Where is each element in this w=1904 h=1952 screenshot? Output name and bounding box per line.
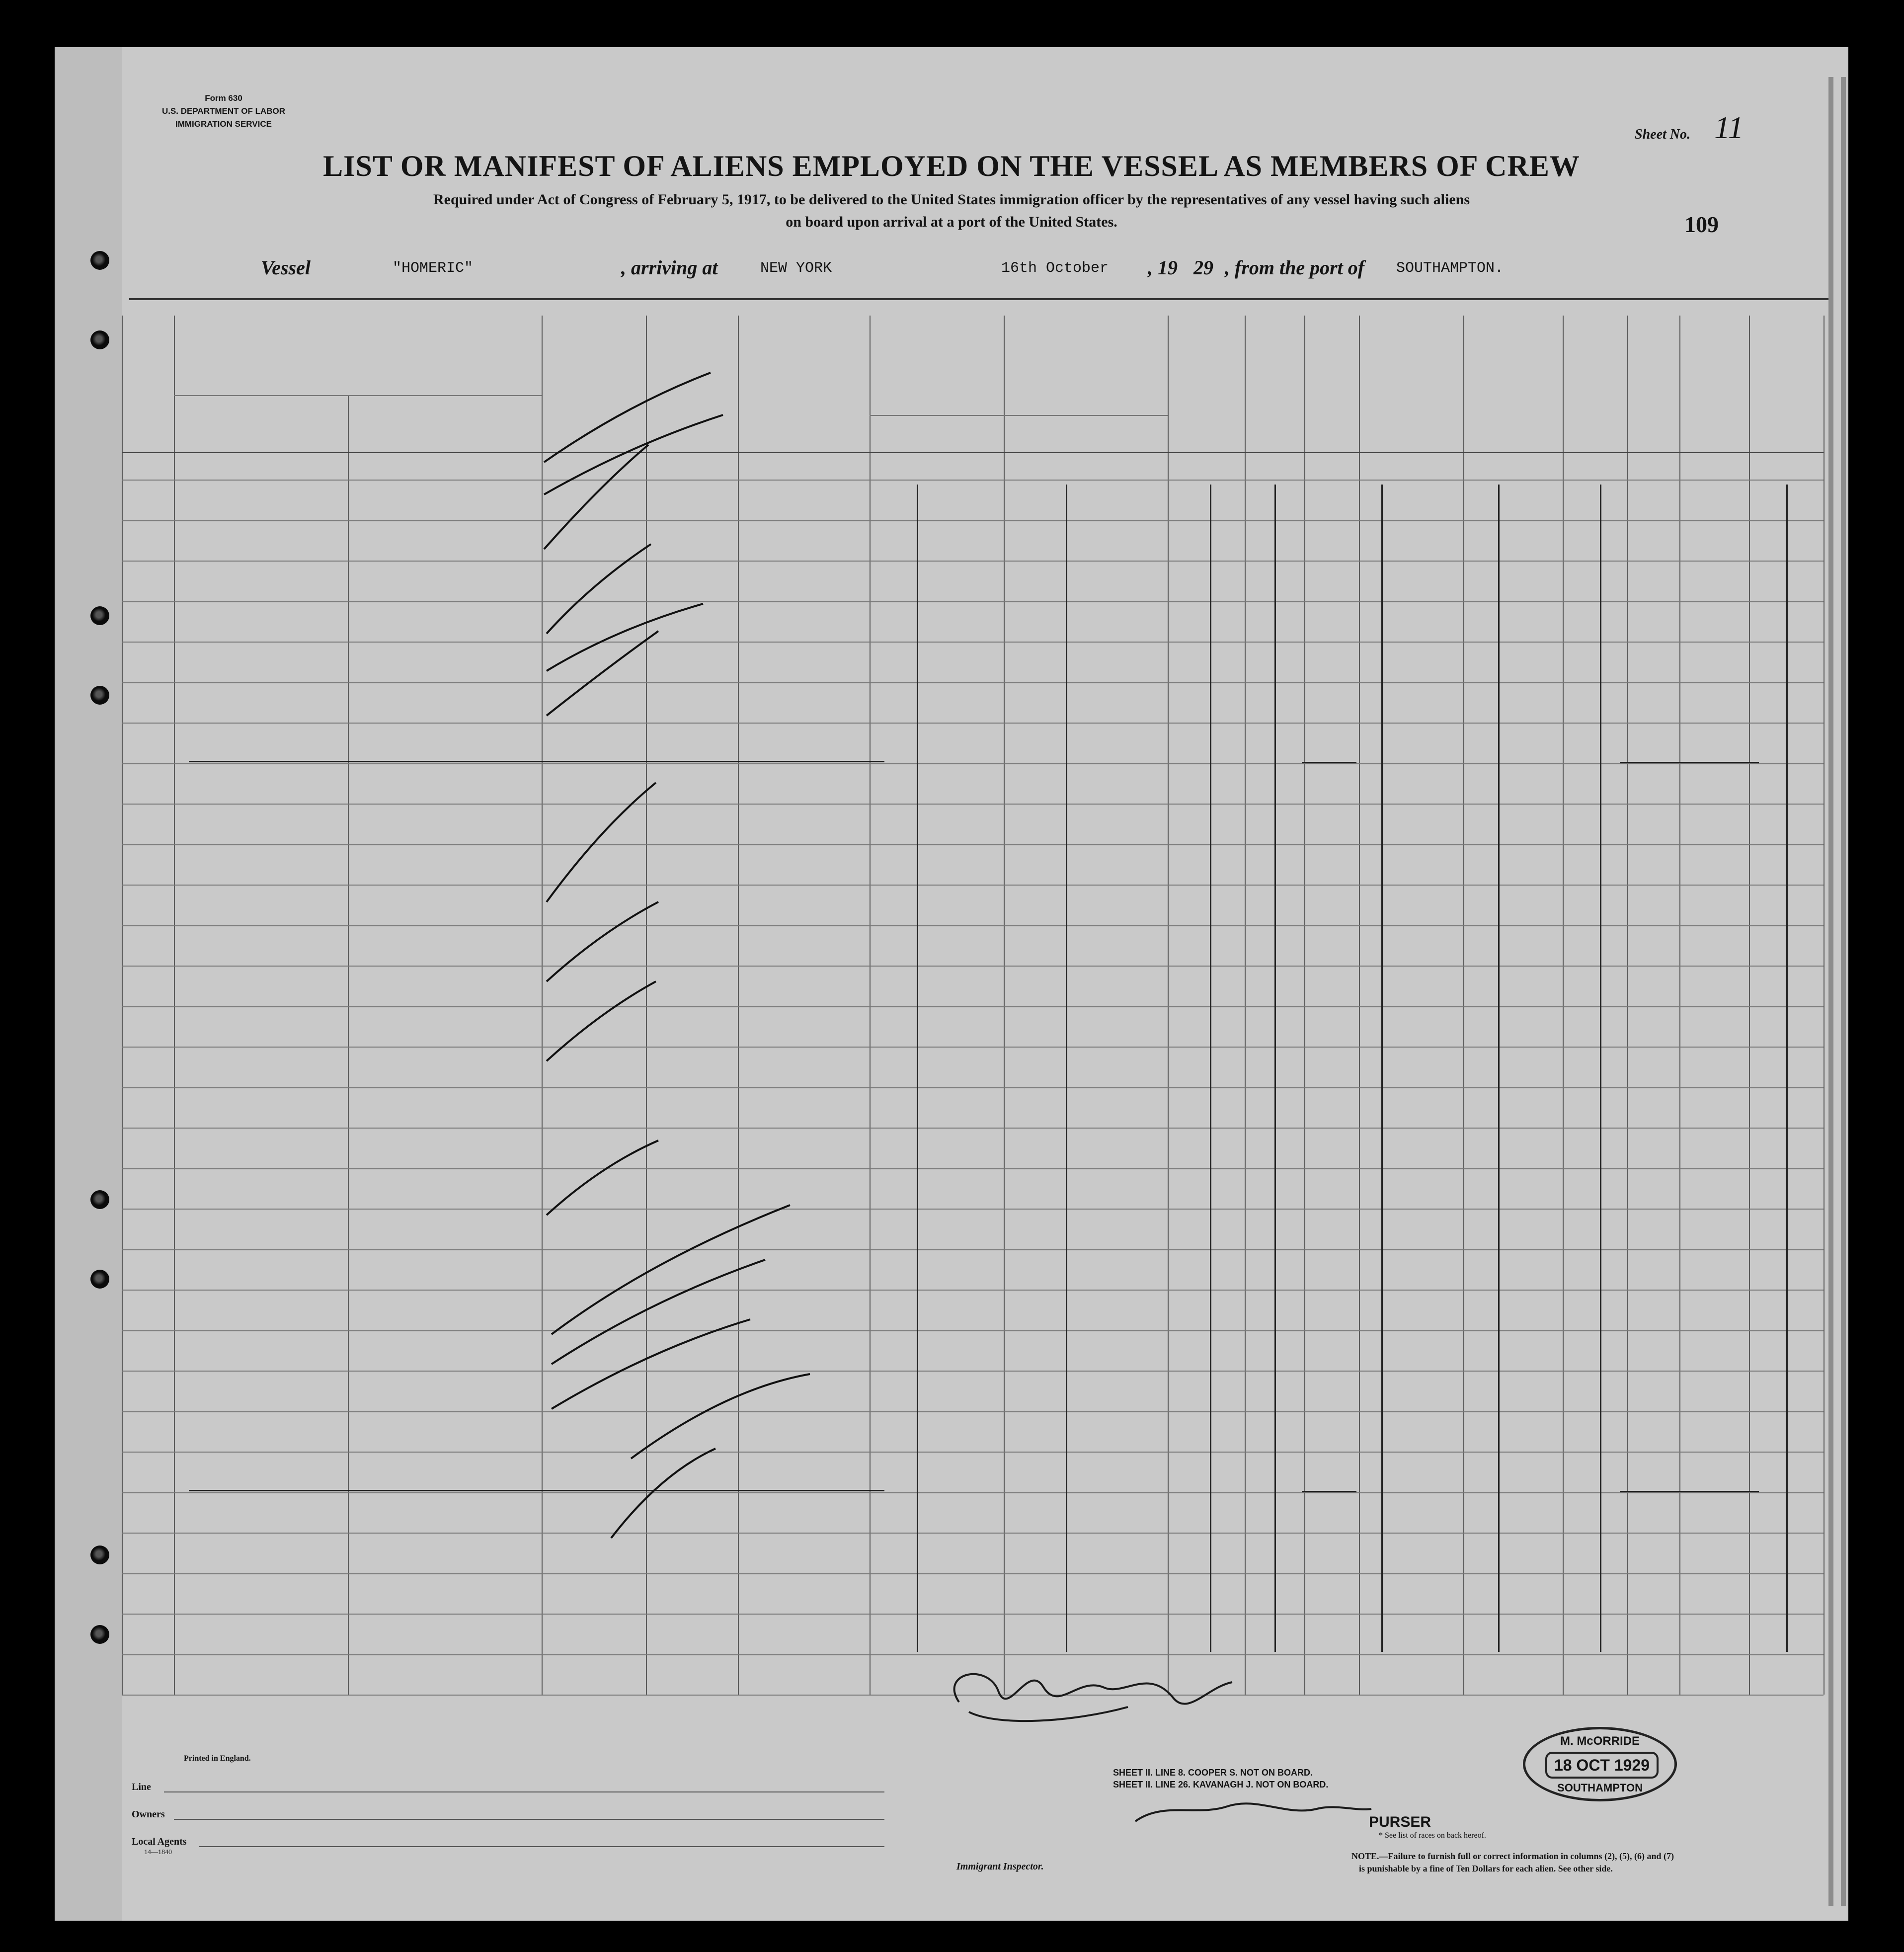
fine-note-2: is punishable by a fine of Ten Dollars for each alien. See other side.	[1359, 1864, 1613, 1873]
annotations-layer	[55, 47, 1848, 1921]
races-note: * See list of races on back hereof.	[1379, 1831, 1486, 1840]
date-stamp-date: 18 OCT 1929	[1545, 1752, 1659, 1779]
manifest-sheet	[55, 47, 1848, 1921]
fine-note: NOTE.—Failure to furnish full or correct information in columns (2), (5), (6) and (7)	[1351, 1851, 1674, 1861]
pen-slash-mark	[552, 1319, 750, 1409]
year-prefix: , 19	[1148, 256, 1178, 279]
form-number: Form 630	[205, 93, 242, 103]
agents-label: Local Agents	[132, 1836, 187, 1847]
purser-signature	[1135, 1803, 1371, 1821]
departure-port: SOUTHAMPTON.	[1396, 260, 1504, 277]
pen-slash-mark	[547, 604, 703, 671]
arrival-date: 16th October	[1001, 260, 1109, 277]
owners-label: Owners	[132, 1809, 165, 1820]
arrival-year: 29	[1193, 256, 1213, 279]
pen-slash-mark	[547, 783, 656, 902]
stamp-note-line8: SHEET II. LINE 8. COOPER S. NOT ON BOARD.	[1113, 1768, 1313, 1778]
owners-rule	[174, 1819, 884, 1820]
form-code: 14—1840	[144, 1849, 172, 1856]
pen-slash-mark	[544, 415, 723, 494]
pen-slash-mark	[547, 544, 651, 634]
department-name: U.S. DEPARTMENT OF LABOR	[161, 106, 286, 116]
inspector-label: Immigrant Inspector.	[956, 1861, 1044, 1872]
arrival-port: NEW YORK	[760, 260, 832, 277]
arriving-label: , arriving at	[621, 256, 718, 279]
signature	[954, 1674, 1371, 1821]
pen-slash-mark	[611, 1449, 715, 1538]
sheet-number: 11	[1714, 110, 1744, 145]
line-rule	[164, 1791, 884, 1792]
from-label: , from the port of	[1225, 256, 1365, 279]
purser-label: PURSER	[1369, 1814, 1431, 1830]
printed-note: Printed in England.	[184, 1754, 251, 1763]
requirement-text-2: on board upon arrival at a port of the United States.	[786, 214, 1117, 230]
pen-slash-mark	[547, 902, 658, 981]
requirement-text: Required under Act of Congress of February 5, 1917, to be delivered to the United States immigration officer by the representatives of any vessel having such aliens	[433, 191, 1470, 208]
pen-slash-mark	[547, 631, 658, 716]
line-label: Line	[132, 1782, 151, 1792]
vessel-name: "HOMERIC"	[393, 260, 474, 277]
sheet-number-label: Sheet No.	[1635, 127, 1690, 142]
vessel-label: Vessel	[261, 256, 311, 279]
pen-slash-mark	[547, 1140, 658, 1215]
pen-slash-mark	[547, 981, 656, 1061]
page-number: 109	[1684, 212, 1719, 237]
date-stamp-place: SOUTHAMPTON	[1557, 1782, 1643, 1794]
service-name: IMMIGRATION SERVICE	[175, 119, 272, 129]
pen-slash-mark	[552, 1205, 790, 1334]
stamp-note-line26: SHEET II. LINE 26. KAVANAGH J. NOT ON BOARD.	[1113, 1780, 1329, 1789]
page-title: LIST OR MANIFEST OF ALIENS EMPLOYED ON THE VESSEL AS MEMBERS OF CREW	[323, 150, 1580, 182]
not-on-board-stamp	[1113, 1767, 1328, 1790]
agents-rule	[199, 1846, 884, 1847]
pen-slash-mark	[631, 1374, 810, 1459]
date-stamp-office: M. McORRIDE	[1560, 1734, 1640, 1748]
pen-slash-mark	[544, 373, 711, 462]
pen-slash-mark	[544, 445, 648, 549]
